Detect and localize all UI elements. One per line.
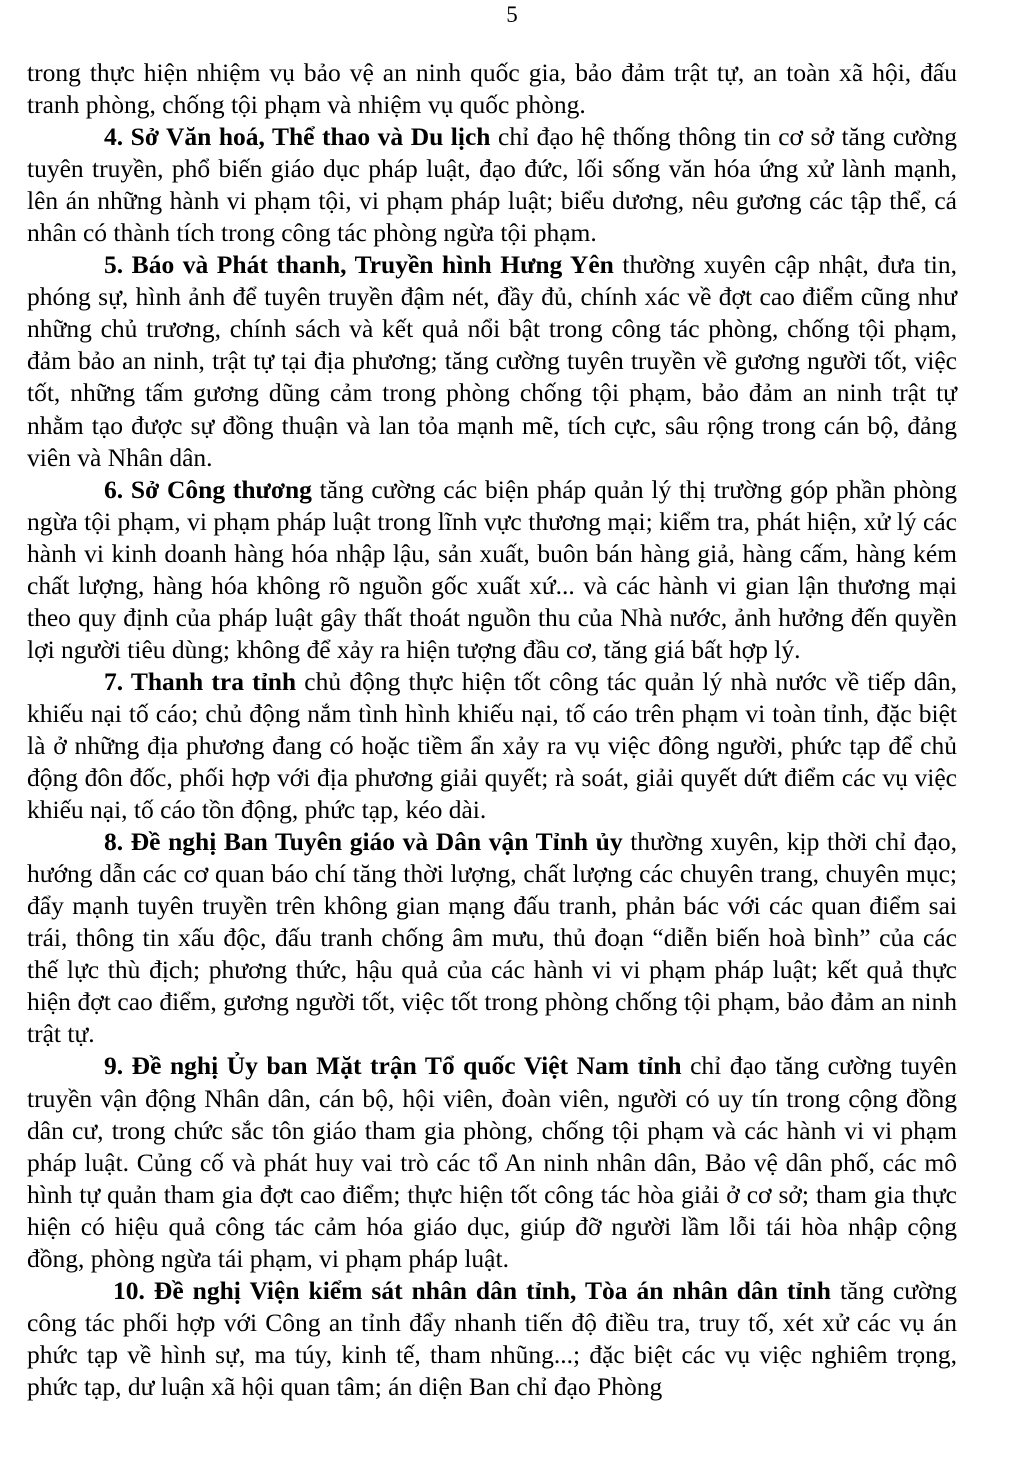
paragraph-item-5 [27, 249, 957, 473]
paragraph-item-9 [27, 1050, 957, 1274]
paragraph-item-10 [27, 1275, 957, 1403]
paragraph-text: chủ động thực hiện tốt công tác quản lý nhà nước về tiếp dân, khiếu nại tố cáo; chủ động nắm tình hình khiếu nại, tố cáo trên phạm vi toàn tỉnh, đặc biệt là ở những địa phương đang có hoặc tiềm ẩn xảy ra vụ việc đông người, phức tạp để chủ động đôn đốc, phối hợp với địa phương giải quyết; rà soát, giải quyết dứt điểm các vụ việc khiếu nại, tố cáo tồn động, phức tạp, kéo dài. [27, 666, 957, 825]
paragraph-heading: 8. Đề nghị Ban Tuyên giáo và Dân vận Tỉnh ủy [104, 827, 623, 857]
paragraph-heading: 7. Thanh tra tỉnh [104, 666, 297, 696]
paragraph-heading: 10. Đề nghị Viện kiểm sát nhân dân tỉnh, Tòa án nhân dân tỉnh [113, 1275, 831, 1305]
paragraph-text: trong thực hiện nhiệm vụ bảo vệ an ninh quốc gia, bảo đảm trật tự, an toàn xã hội, đấu tranh phòng, chống tội phạm và nhiệm vụ quốc phòng. [27, 58, 957, 120]
page-number: 5 [506, 2, 518, 27]
paragraph-text: thường xuyên cập nhật, đưa tin, phóng sự, hình ảnh để tuyên truyền đậm nét, đầy đủ, chính xác về đợt cao điểm cũng như những chủ trương, chính sách và kết quả nổi bật trong công tác phòng, chống tội phạm, đảm bảo an ninh, trật tự tại địa phương; tăng cường tuyên truyền về gương người tốt, việc tốt, những tấm gương dũng cảm trong phòng chống tội phạm, bảo đảm an ninh trật tự nhằm tạo được sự đồng thuận và lan tỏa mạnh mẽ, tích cực, sâu rộng trong cán bộ, đảng viên và Nhân dân. [27, 250, 957, 472]
paragraph-heading: 4. Sở Văn hoá, Thể thao và Du lịch [104, 122, 491, 152]
paragraph-item-4 [27, 121, 957, 249]
paragraph-item-6 [27, 474, 957, 666]
paragraph-text: tăng cường công tác phối hợp với Công an tỉnh đẩy nhanh tiến độ điều tra, truy tố, xét xử các vụ án phức tạp về hình sự, ma túy, kinh tế, tham nhũng...; đặc biệt các vụ việc nghiêm trọng, phức tạp, dư luận xã hội quan tâm; án diện Ban chỉ đạo Phòng [27, 1275, 958, 1401]
paragraph-heading: 6. Sở Công thương [104, 474, 312, 504]
paragraph-text: thường xuyên, kịp thời chỉ đạo, hướng dẫn các cơ quan báo chí tăng thời lượng, chất lượng các chuyên trang, chuyên mục; đẩy mạnh tuyên truyền trên không gian mạng đấu tranh, phản bác với các quan điểm sai trái, thông tin xấu độc, đấu tranh chống âm mưu, thủ đoạn “diễn biến hoà bình” của các thế lực thù địch; phương thức, hậu quả của các hành vi vi phạm pháp luật; kết quả thực hiện đợt cao điểm, gương người tốt, việc tốt trong phòng chống tội phạm, bảo đảm an ninh trật tự. [27, 827, 957, 1049]
paragraph-text: chỉ đạo hệ thống thông tin cơ sở tăng cường tuyên truyền, phổ biến giáo dục pháp luật, đạo đức, lối sống văn hóa ứng xử lành mạnh, lên án những hành vi phạm tội, vi phạm pháp luật; biểu dương, nêu gương các tập thể, cá nhân có thành tích trong công tác phòng ngừa tội phạm. [27, 122, 957, 248]
paragraph-heading: 5. Báo và Phát thanh, Truyền hình Hưng Yên [104, 250, 614, 280]
paragraph-text: tăng cường các biện pháp quản lý thị trường góp phần phòng ngừa tội phạm, vi phạm pháp luật trong lĩnh vực thương mại; kiểm tra, phát hiện, xử lý các hành vi kinh doanh hàng hóa nhập lậu, sản xuất, buôn bán hàng giả, hàng cấm, hàng kém chất lượng, hàng hóa không rõ nguồn gốc xuất xứ... và các hành vi gian lận thương mại theo quy định của pháp luật gây thất thoát nguồn thu của Nhà nước, ảnh hưởng đến quyền lợi người tiêu dùng; không để xảy ra hiện tượng đầu cơ, tăng giá bất hợp lý. [27, 474, 957, 664]
paragraph-text: chỉ đạo tăng cường tuyên truyền vận động Nhân dân, cán bộ, hội viên, đoàn viên, người có uy tín trong cộng đồng dân cư, trong chức sắc tôn giáo tham gia phòng, chống tội phạm và các hành vi vi phạm pháp luật. Củng cố và phát huy vai trò các tổ An ninh nhân dân, Bảo vệ dân phố, các mô hình tự quản tham gia đợt cao điểm; thực hiện tốt công tác hòa giải ở cơ sở; tham gia thực hiện có hiệu quả công tác cảm hóa giáo dục, giúp đỡ người lầm lỗi tái hòa nhập cộng đồng, phòng ngừa tái phạm, vi phạm pháp luật. [27, 1051, 957, 1273]
paragraph-item-8 [27, 826, 957, 1050]
document-body [27, 57, 957, 1403]
paragraph-heading: 9. Đề nghị Ủy ban Mặt trận Tổ quốc Việt Nam tỉnh [104, 1051, 682, 1081]
paragraph-item-7 [27, 666, 957, 826]
paragraph-continuation [27, 57, 957, 121]
